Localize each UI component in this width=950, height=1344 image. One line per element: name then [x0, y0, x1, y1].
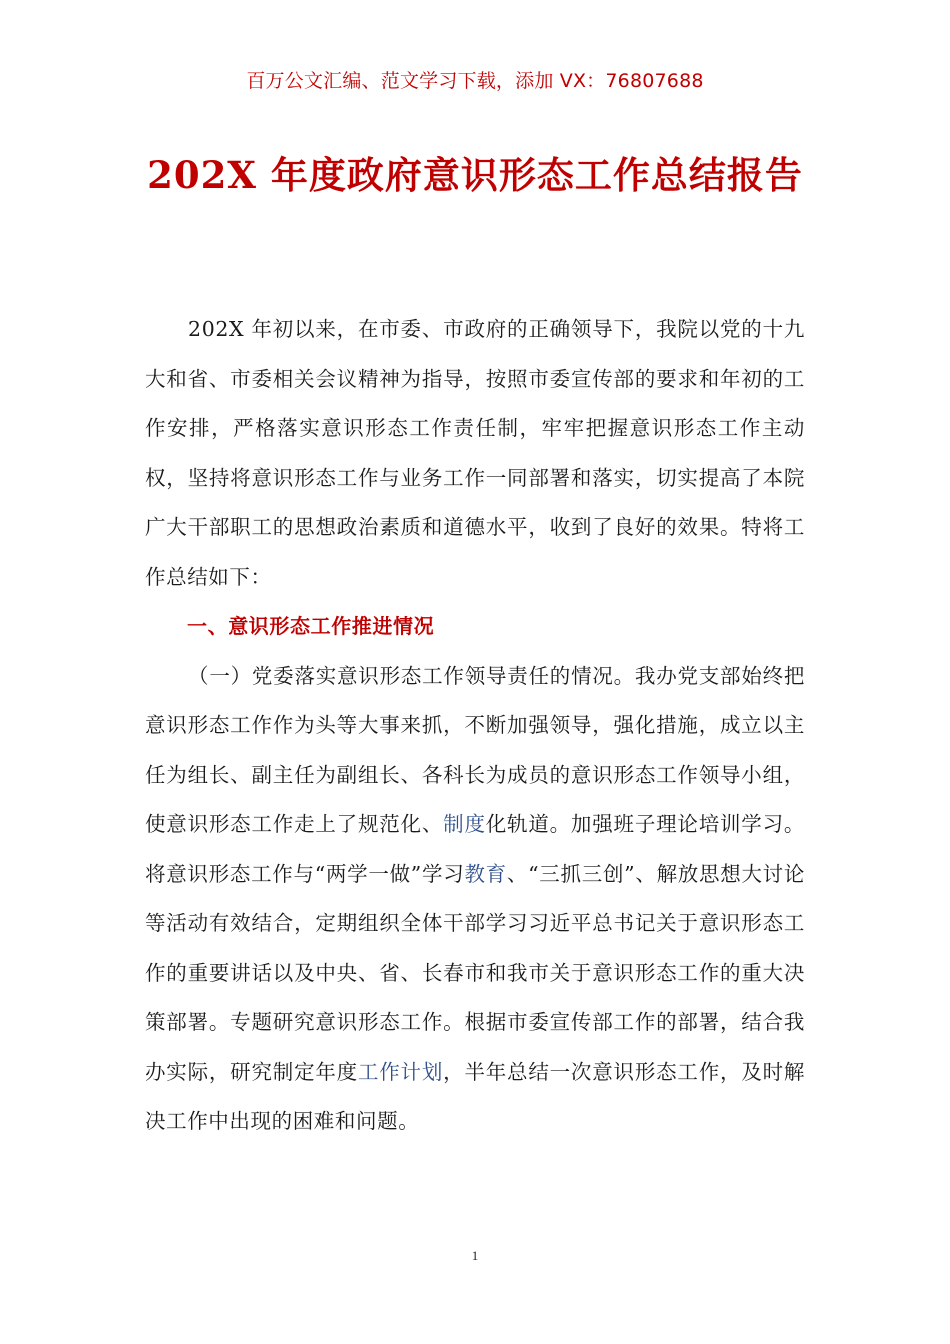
- body-paragraph: [145, 652, 805, 1147]
- link-work-plan[interactable]: 工作计划: [357, 1059, 444, 1084]
- link-education[interactable]: 教育: [464, 861, 507, 886]
- link-system[interactable]: 制度: [443, 812, 486, 836]
- paragraph-text: 化轨道。加强班子理论培训学习。将意识形态工作与“两学一做”学习: [145, 812, 805, 886]
- paragraph-text: 、“三抓三创”、解放思想大讨论等活动有效结合，定期组织全体干部学习习近平总书记关于意识形态工作的重要讲话以及中央、省、长春市和我市关于意识形态工作的重大决策部署。专题研究意识形态工作。根据市委宣传部工作的部署，结合我办实际，研究制定年度: [145, 861, 805, 1084]
- intro-paragraph: 202X 年初以来，在市委、市政府的正确领导下，我院以党的十九大和省、市委相关会议精神为指导，按照市委宣传部的要求和年初的工作安排，严格落实意识形态工作责任制，牢牢把握意识形态工作主动权，坚持将意识形态工作与业务工作一同部署和落实，切实提高了本院广大干部职工的思想政治素质和道德水平，收到了良好的效果。特将工作总结如下：: [145, 317, 805, 589]
- document-title: 202X 年度政府意识形态工作总结报告: [147, 153, 803, 197]
- paragraph-text: ，半年总结一次意识形态工作，及时解决工作中出现的困难和问题。: [145, 1059, 805, 1133]
- paragraph-text: （一）党委落实意识形态工作领导责任的情况。我办党支部始终把意识形态工作作为头等大事来抓，不断加强领导，强化措施，成立以主任为组长、副主任为副组长、各科长为成员的意识形态工作领导小组，使意识形态工作走上了规范化、: [145, 663, 805, 836]
- document-body: [145, 305, 805, 1147]
- header-banner: 百万公文汇编、范文学习下载，添加 VX：76807688: [246, 70, 704, 92]
- section-heading: 一、意识形态工作推进情况: [187, 614, 435, 638]
- page-number: 1: [471, 1248, 479, 1263]
